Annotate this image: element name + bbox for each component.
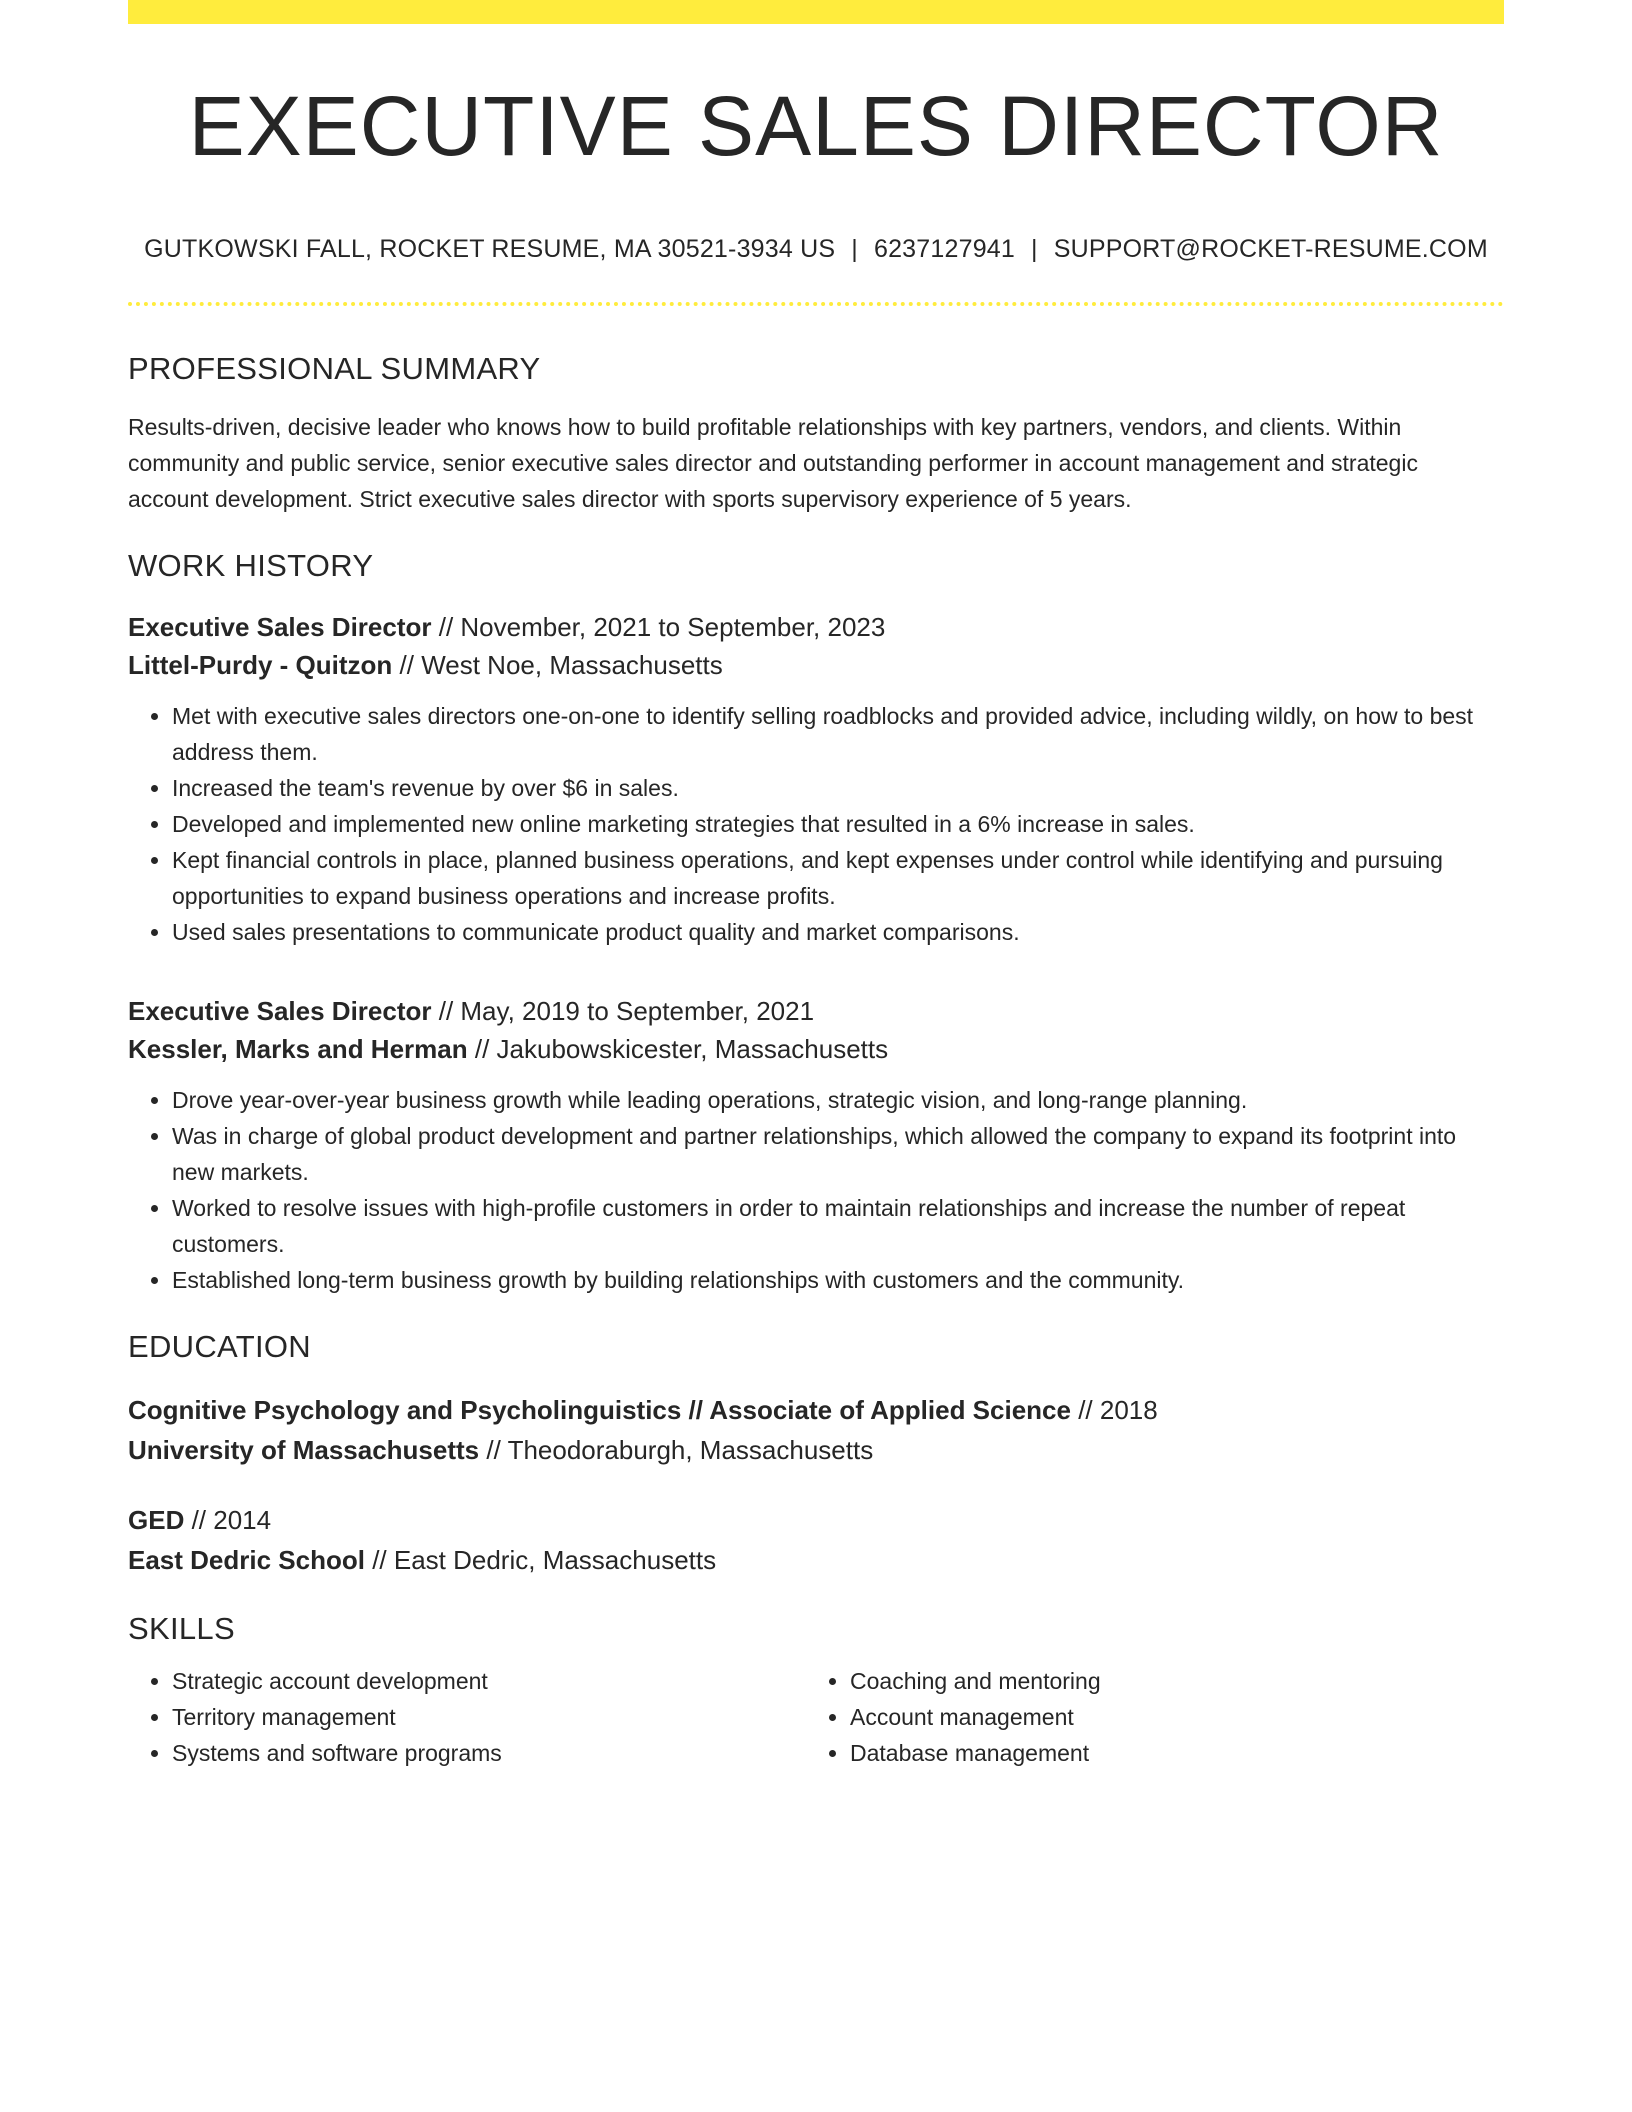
job-bullet: • Kept financial controls in place, planned business operations, and kept expenses under control while identifying and pursuing opportunities to expand business operations and increase profits. [172, 842, 1504, 914]
education-entry [128, 1500, 1504, 1580]
job-role: Executive Sales Director [128, 996, 432, 1027]
job-dates: // November, 2021 to September, 2023 [431, 612, 886, 643]
job-bullets [128, 1082, 1504, 1298]
summary-text: Results-driven, decisive leader who knows how to build profitable relationships with key partners, vendors, and clients. Within community and public service, senior executive sales director and outstanding performer in account management and strategic account development. Strict executive sales director with sports supervisory experience of 5 years. [128, 414, 1418, 513]
job-bullet: • Was in charge of global product development and partner relationships, which allowed the company to expand its footprint into new markets. [172, 1118, 1504, 1190]
education-school: University of Massachusetts [128, 1434, 480, 1465]
skill-item: • Account management [850, 1699, 1484, 1735]
resume-title: EXECUTIVE SALES DIRECTOR [188, 79, 1444, 173]
accent-bar [128, 0, 1504, 24]
job-bullet: • Drove year-over-year business growth while leading operations, strategic vision, and long-range planning. [172, 1082, 1504, 1118]
skill-item: • Territory management [172, 1699, 806, 1735]
job-bullet: • Developed and implemented new online marketing strategies that resulted in a 6% increase in sales. [172, 806, 1504, 842]
job-bullet: • Increased the team's revenue by over $6 in sales. [172, 770, 1504, 806]
education-location: // East Dedric, Massachusetts [364, 1544, 717, 1575]
section-title-work-history: WORK HISTORY [128, 548, 374, 584]
education-school-line [128, 1540, 1504, 1580]
education-year: // 2014 [184, 1504, 272, 1535]
education-degree-line [128, 1500, 1504, 1540]
job-entry [128, 992, 1504, 1298]
contact-email: SUPPORT@ROCKET-RESUME.COM [1053, 235, 1488, 263]
section-title-education: EDUCATION [128, 1329, 311, 1365]
contact-phone: 6237127941 [873, 235, 1016, 263]
education-location: // Theodoraburgh, Massachusetts [479, 1434, 874, 1465]
job-location: // West Noe, Massachusetts [392, 650, 723, 681]
education-school-line [128, 1430, 1504, 1470]
skill-item: • Strategic account development [172, 1663, 806, 1699]
job-company: Kessler, Marks and Herman [128, 1034, 468, 1065]
job-bullet: • Worked to resolve issues with high-profile customers in order to maintain relationships and increase the number of repeat customers. [172, 1190, 1504, 1262]
job-dates: // May, 2019 to September, 2021 [431, 996, 815, 1027]
job-company-line [128, 1030, 1504, 1068]
contact-separator: | [851, 235, 858, 263]
job-bullets [128, 698, 1504, 950]
skill-item: • Systems and software programs [172, 1735, 806, 1771]
job-role-line [128, 992, 1504, 1030]
job-bullet: • Established long-term business growth by building relationships with customers and the community. [172, 1262, 1504, 1298]
job-role-line [128, 608, 1504, 646]
education-year: // 2018 [1070, 1394, 1158, 1425]
dotted-divider [128, 302, 1504, 306]
skills-column-left [128, 1663, 806, 1771]
education-degree: Cognitive Psychology and Psycholinguistics // Associate of Applied Science [128, 1394, 1071, 1425]
job-location: // Jakubowskicester, Massachusetts [467, 1034, 889, 1065]
contact-address: GUTKOWSKI FALL, ROCKET RESUME, MA 30521-3934 US [144, 235, 836, 263]
job-bullet: • Used sales presentations to communicate product quality and market comparisons. [172, 914, 1504, 950]
contact-separator: | [1031, 235, 1038, 263]
skill-item: • Database management [850, 1735, 1484, 1771]
job-entry [128, 608, 1504, 950]
skills-grid [128, 1663, 1504, 1771]
contact-line [128, 234, 1504, 264]
job-company-line [128, 646, 1504, 684]
section-title-summary: PROFESSIONAL SUMMARY [128, 351, 541, 386]
job-role: Executive Sales Director [128, 612, 432, 643]
education-school: East Dedric School [128, 1544, 365, 1575]
education-degree: GED [128, 1504, 185, 1535]
skill-item: • Coaching and mentoring [850, 1663, 1484, 1699]
section-title-skills: SKILLS [128, 1610, 235, 1646]
education-degree-line [128, 1390, 1504, 1430]
job-bullet: • Met with executive sales directors one-on-one to identify selling roadblocks and provided advice, including wildly, on how to best address them. [172, 698, 1504, 770]
resume-page [128, 0, 1504, 1771]
education-entry [128, 1390, 1504, 1470]
job-company: Littel-Purdy - Quitzon [128, 650, 393, 681]
skills-column-right [806, 1663, 1484, 1771]
